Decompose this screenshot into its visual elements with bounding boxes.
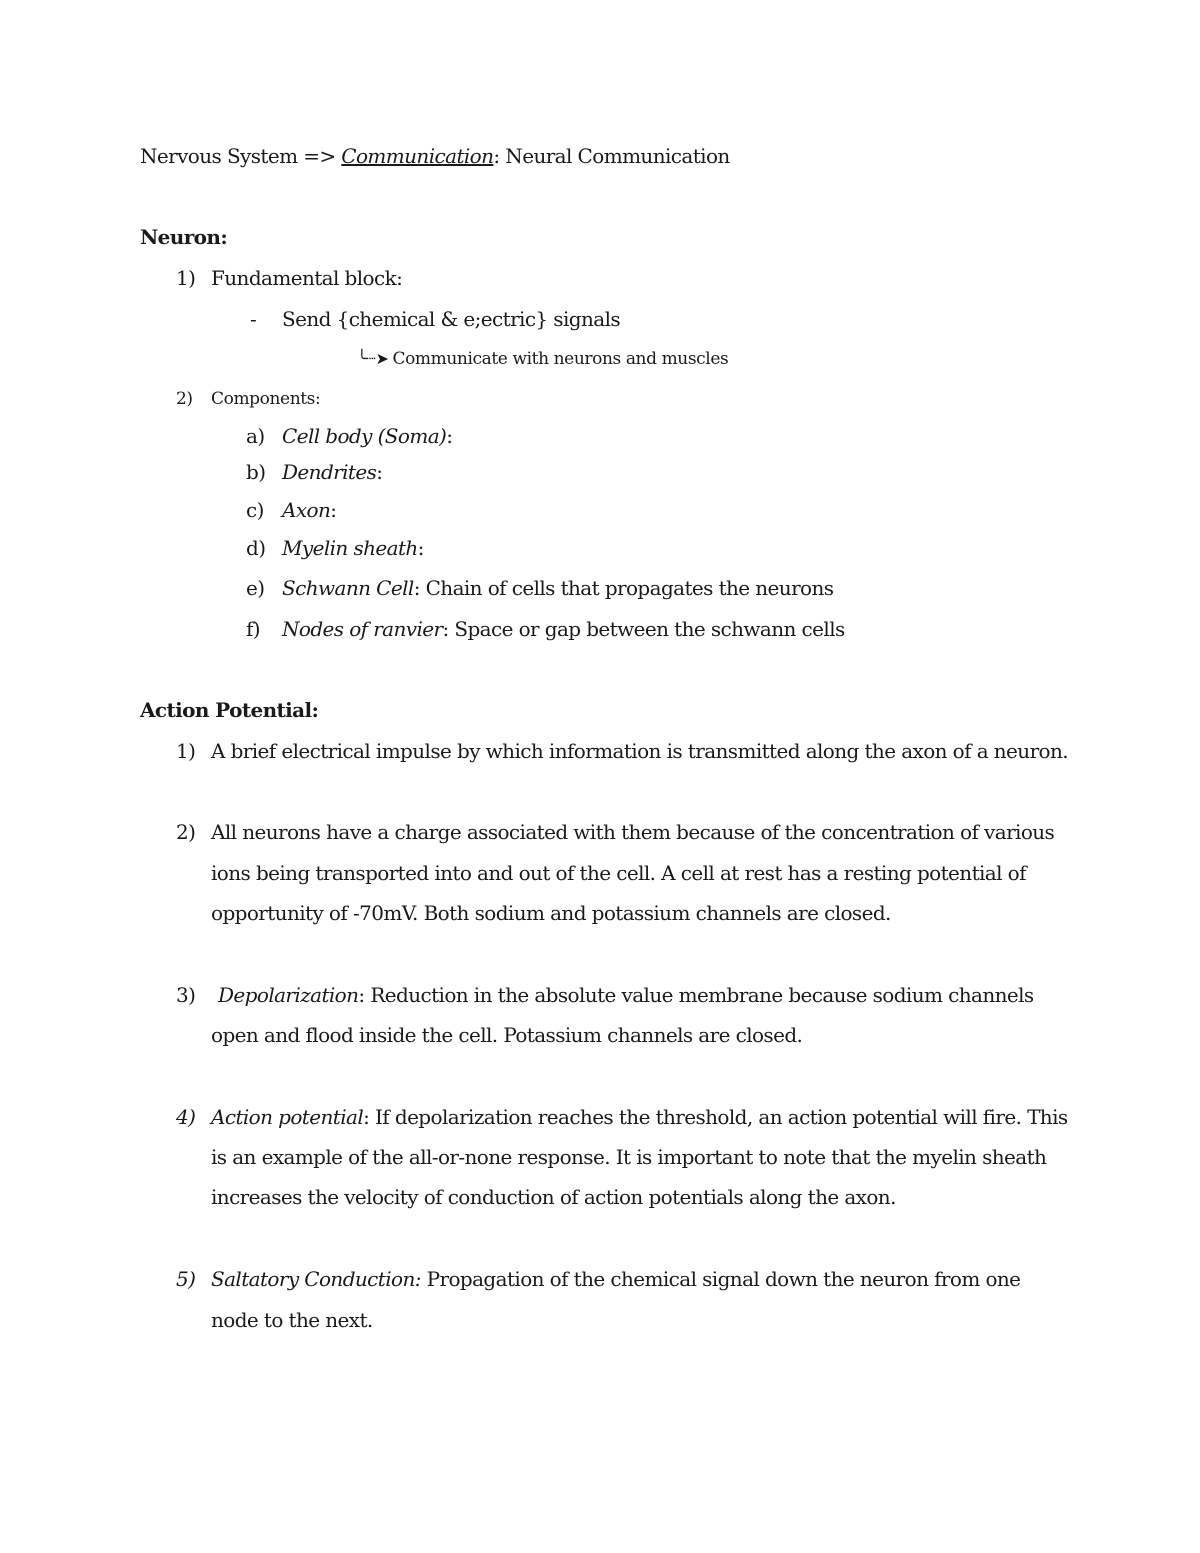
component-a-letter: a) xyxy=(246,424,265,448)
component-term: Axon xyxy=(282,498,331,522)
component-d xyxy=(282,536,424,560)
component-term: Schwann Cell xyxy=(282,576,414,600)
component-term: Nodes of ranvier xyxy=(282,617,443,641)
component-desc: : Space or gap between the schwann cells xyxy=(442,617,845,641)
ap-item-4-term: Action potential xyxy=(211,1105,364,1129)
ap-item-4-first: : If depolarization reaches the threshold, an action potential will fire. This xyxy=(363,1105,1068,1129)
component-b-letter: b) xyxy=(246,460,266,484)
component-c-letter: c) xyxy=(246,498,264,522)
component-desc: : xyxy=(330,498,337,522)
ap-item-4-line-2: is an example of the all-or-none response. It is important to note that the myelin sheath xyxy=(211,1145,1047,1169)
component-term: Cell body (Soma) xyxy=(282,424,447,448)
component-f xyxy=(282,617,845,641)
ap-item-5-line-1 xyxy=(211,1267,1020,1291)
component-d-letter: d) xyxy=(246,536,266,560)
component-desc: : xyxy=(446,424,453,448)
neuron-item-1-number: 1) xyxy=(176,266,196,290)
ap-item-3-first: : Reduction in the absolute value membrane because sodium channels xyxy=(358,983,1034,1007)
ap-item-5-term: Saltatory Conduction: xyxy=(211,1267,421,1291)
ap-item-4-line-3: increases the velocity of conduction of action potentials along the axon. xyxy=(211,1185,896,1209)
neuron-heading: Neuron: xyxy=(140,225,228,249)
component-desc: : xyxy=(376,460,383,484)
ap-item-1-text: A brief electrical impulse by which information is transmitted along the axon of a neuron. xyxy=(211,739,1069,763)
ap-item-5-number: 5) xyxy=(176,1267,196,1291)
component-a xyxy=(282,424,452,448)
component-e xyxy=(282,576,833,600)
ap-item-4-line-1 xyxy=(211,1105,1068,1129)
curved-arrow-icon: ╰┈➤ xyxy=(357,349,389,368)
component-b xyxy=(282,460,382,484)
component-f-letter: f) xyxy=(246,617,261,641)
ap-item-2-line-2: ions being transported into and out of the cell. A cell at rest has a resting potential of xyxy=(211,861,1026,885)
component-desc: : xyxy=(417,536,424,560)
sub-note xyxy=(357,347,728,371)
header-link-communication: Communication xyxy=(341,144,494,168)
ap-item-2-number: 2) xyxy=(176,820,196,844)
header-suffix: : Neural Communication xyxy=(493,144,730,168)
ap-item-5-first: Propagation of the chemical signal down the neuron from one xyxy=(420,1267,1021,1291)
bullet-dash: - xyxy=(250,307,257,331)
ap-item-2-line-3: opportunity of -70mV. Both sodium and potassium channels are closed. xyxy=(211,901,891,925)
ap-item-3-number: 3) xyxy=(176,983,196,1007)
neuron-item-1-text: Fundamental block: xyxy=(211,266,403,290)
ap-item-5-line-2: node to the next. xyxy=(211,1308,373,1332)
component-desc: : Chain of cells that propagates the neurons xyxy=(413,576,834,600)
ap-item-1-number: 1) xyxy=(176,739,196,763)
component-term: Dendrites xyxy=(282,460,377,484)
bullet-text: Send {chemical & e;ectric} signals xyxy=(282,307,621,331)
component-e-letter: e) xyxy=(246,576,265,600)
ap-item-3-term: Depolarization xyxy=(218,983,359,1007)
action-potential-heading: Action Potential: xyxy=(140,698,319,722)
component-term: Myelin sheath xyxy=(282,536,418,560)
document-header xyxy=(140,144,730,168)
header-prefix: Nervous System => xyxy=(140,144,336,168)
ap-item-3-line-2: open and flood inside the cell. Potassium channels are closed. xyxy=(211,1023,803,1047)
ap-item-2-line-1: All neurons have a charge associated with them because of the concentration of various xyxy=(211,820,1055,844)
ap-item-3-line-1 xyxy=(218,983,1034,1007)
sub-note-text: Communicate with neurons and muscles xyxy=(392,349,729,369)
neuron-item-2-text: Components: xyxy=(211,389,321,409)
neuron-item-2-number: 2) xyxy=(176,389,193,409)
component-c xyxy=(282,498,336,522)
ap-item-4-number: 4) xyxy=(176,1105,196,1129)
